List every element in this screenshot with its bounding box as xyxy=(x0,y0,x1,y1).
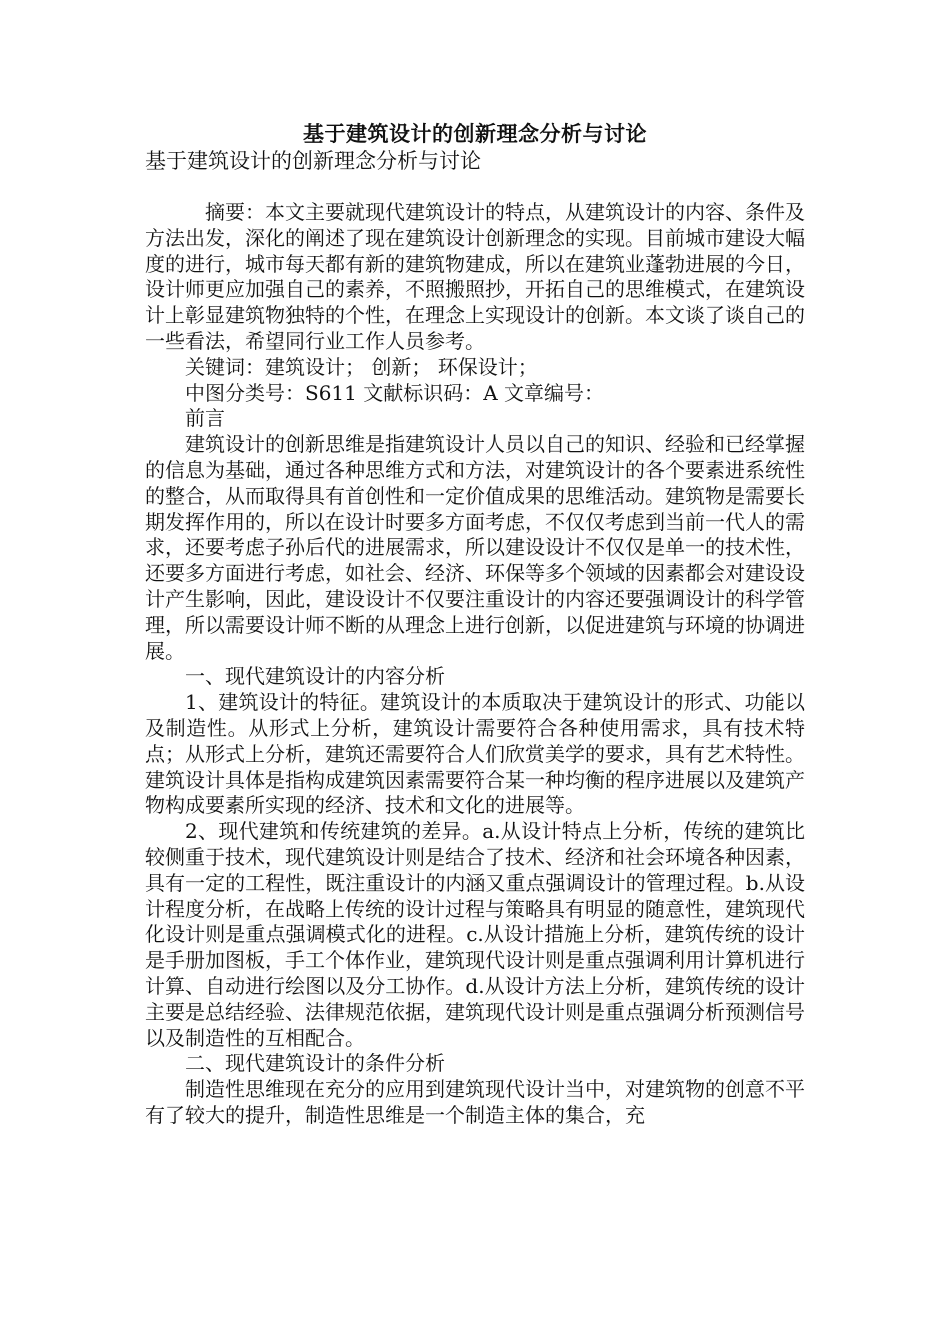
abstract-paragraph: 摘要：本文主要就现代建筑设计的特点，从建筑设计的内容、条件及方法出发，深化的阐述了现在建筑设计创新理念的实现。目前城市建设大幅度的进行，城市每天都有新的建筑物建成，所以在建筑业蓬勃进展的今日，设计师更应加强自己的素养，不照搬照抄，开拓自己的思维模式，在建筑设计上彰显建筑物独特的个性，在理念上实现设计的创新。本文谈了谈自己的一些看法，希望同行业工作人员参考。 xyxy=(145,200,805,353)
preface-paragraph: 建筑设计的创新思维是指建筑设计人员以自己的知识、经验和已经掌握的信息为基础，通过各种思维方式和方法，对建筑设计的各个要素进系统性的整合，从而取得具有首创性和一定价值成果的思维活动。建筑物是需要长期发挥作用的，所以在设计时要多方面考虑，不仅仅考虑到当前一代人的需求，还要考虑子孙后代的进展需求，所以建设设计不仅仅是单一的技术性，还要多方面进行考虑，如社会、经济、环保等多个领域的因素都会对建设设计产生影响，因此，建设设计不仅要注重设计的内容还要强调设计的科学管理，所以需要设计师不断的从理念上进行创新，以促进建筑与环境的协调进展。 xyxy=(145,432,805,663)
document-title: 基于建筑设计的创新理念分析与讨论 xyxy=(303,121,647,146)
document-subtitle: 基于建筑设计的创新理念分析与讨论 xyxy=(145,149,481,173)
preface-heading: 前言 xyxy=(185,406,225,431)
section1-paragraph-2: 2、现代建筑和传统建筑的差异。a.从设计特点上分析，传统的建筑比较侧重于技术，现代建筑设计则是结合了技术、经济和社会环境各种因素，具有一定的工程性，既注重设计的内涵又重点强调设计的管理过程。b.从设计程度分析，在战略上传统的设计过程与策略具有明显的随意性，建筑现代化设计则是重点强调模式化的进程。c.从设计措施上分析，建筑传统的设计是手册加图板，手工个体作业，建筑现代设计则是重点强调利用计算机进行计算、自动进行绘图以及分工协作。d.从设计方法上分析，建筑传统的设计主要是总结经验、法律规范依据，建筑现代设计则是重点强调分析预测信号以及制造性的互相配合。 xyxy=(145,819,805,1050)
section2-heading: 二、现代建筑设计的条件分析 xyxy=(185,1051,445,1076)
keywords-line: 关键词：建筑设计； 创新； 环保设计； xyxy=(185,354,538,379)
section2-paragraph-1: 制造性思维现在充分的应用到建筑现代设计当中，对建筑物的创意不平有了较大的提升，制造性思维是一个制造主体的集合，充 xyxy=(145,1077,805,1127)
section1-heading: 一、现代建筑设计的内容分析 xyxy=(185,664,445,689)
classification-line: 中图分类号：S611 文献标识码：A 文章编号： xyxy=(185,380,605,405)
section1-paragraph-1: 1、建筑设计的特征。建筑设计的本质取决于建筑设计的形式、功能以及制造性。从形式上分析，建筑设计需要符合各种使用需求，具有技术特点；从形式上分析，建筑还需要符合人们欣赏美学的要求，具有艺术特性。建筑设计具体是指构成建筑因素需要符合某一种均衡的程序进展以及建筑产物构成要素所实现的经济、技术和文化的进展等。 xyxy=(145,690,805,818)
document-page xyxy=(145,120,805,1129)
